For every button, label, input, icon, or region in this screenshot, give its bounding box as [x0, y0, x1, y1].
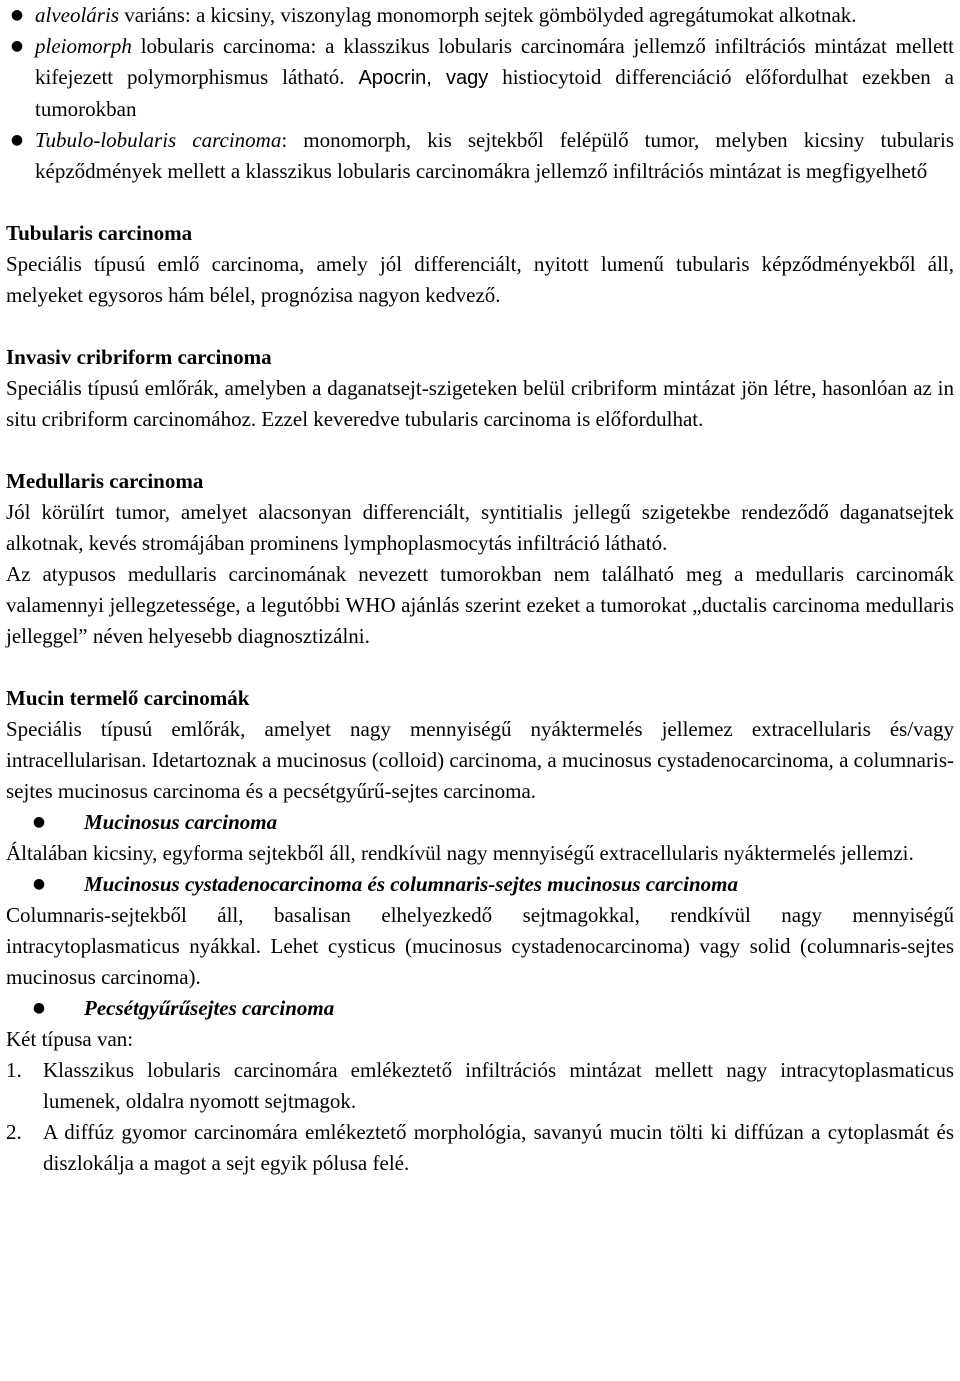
- lobular-variants-list: [6, 0, 954, 187]
- list-item: [6, 0, 954, 31]
- variant-description-extra: Apocrin, vagy: [358, 67, 489, 89]
- subsection-title: Mucinosus carcinoma: [84, 810, 278, 834]
- bullet-dot-icon: ●: [10, 7, 24, 23]
- section-body-tubularis: Speciális típusú emlő carcinoma, amely jól differenciált, nyitott lumenű tubularis képződményekből áll, melyeket egysoros hám bélel, prognózisa nagyon kedvező.: [6, 252, 954, 307]
- subsection-heading-cystadenocarcinoma: [6, 869, 954, 900]
- variant-term: Tubulo-lobularis carcinoma: [35, 128, 282, 152]
- variant-description: : monomorph, kis sejtekből felépülő tumor, melyben kicsiny tubularis képződmények mellett a klasszikus lobularis carcinomákra jellemző infiltrációs mintázat is megfigyelhető: [35, 128, 954, 183]
- list-item-text: A diffúz gyomor carcinomára emlékeztető morphológia, savanyú mucin tölti ki diffúzan a cytoplasmát és diszlokálja a magot a sejt egyik pólusa felé.: [43, 1120, 954, 1175]
- list-item: [6, 125, 954, 187]
- section-body-medullaris: Jól körülírt tumor, amelyet alacsonyan differenciált, syntitialis jellegű szigetekbe rendeződő daganatsejtek alkotnak, kevés stromájában prominens lymphoplasmocytás infiltráció látható.: [6, 500, 954, 555]
- subsection-body-signet-ring: Két típusa van:: [6, 1027, 134, 1051]
- list-item: [6, 31, 954, 125]
- section-heading-tubularis: Tubularis carcinoma: [6, 221, 193, 245]
- subsection-title: Mucinosus cystadenocarcinoma és columnaris-sejtes mucinosus carcinoma: [84, 872, 738, 896]
- bullet-dot-icon: ●: [32, 876, 46, 892]
- subsection-heading-mucinosus: [6, 807, 954, 838]
- signet-ring-types-list: [6, 1055, 954, 1179]
- subsection-body-mucinosus: Általában kicsiny, egyforma sejtekből áll, rendkívül nagy mennyiségű extracellularis nyáktermelés jellemzi.: [6, 841, 914, 865]
- bullet-dot-icon: ●: [32, 1000, 46, 1016]
- section-body-cribriform: Speciális típusú emlőrák, amelyben a daganatsejt-szigeteken belül cribriform mintázat jön létre, hasonlóan az in situ cribriform carcinomához. Ezzel keveredve tubularis carcinoma is előfordulhat.: [6, 376, 954, 431]
- variant-description: lobularis carcinoma: a klasszikus lobularis carcinomára jellemző infiltrációs mintázat mellett kifejezett polymorphismus látható.: [35, 34, 954, 89]
- section-heading-cribriform: Invasiv cribriform carcinoma: [6, 345, 272, 369]
- variant-description: variáns: a kicsiny, viszonylag monomorph sejtek gömbölyded agregátumokat alkotnak.: [119, 3, 857, 27]
- bullet-dot-icon: ●: [32, 814, 46, 830]
- subsection-body-cystadenocarcinoma: Columnaris-sejtekből áll, basalisan elhelyezkedő sejtmagokkal, rendkívül nagy mennyiségű intracytoplasmaticus nyákkal. Lehet cysticus (mucinosus cystadenocarcinoma) vagy solid (columnaris-sejtes mucinosus carcinoma).: [6, 903, 954, 989]
- section-heading-medullaris: Medullaris carcinoma: [6, 469, 204, 493]
- variant-description-tail: histiocytoid differenciáció előfordulhat ezekben a tumorokban: [35, 65, 955, 121]
- section-body-mucin: Speciális típusú emlőrák, amelyet nagy mennyiségű nyáktermelés jellemez extracellularis és/vagy intracellularisan. Idetartoznak a mucinosus (colloid) carcinoma, a mucinosus cystadenocarcinoma, a columnaris-sejtes mucinosus carcinoma és a pecsétgyűrű-sejtes carcinoma.: [6, 717, 954, 803]
- variant-term: pleiomorph: [35, 34, 132, 58]
- section-body-medullaris-atypical: Az atypusos medullaris carcinomának nevezett tumorokban nem található meg a medullaris carcinomák valamennyi jellegzetessége, a legutóbbi WHO ajánlás szerint ezeket a tumorokat „ductalis carcinoma medullaris jelleggel” néven helyesebb diagnosztizálni.: [6, 562, 954, 648]
- subsection-title: Pecsétgyűrűsejtes carcinoma: [84, 996, 335, 1020]
- variant-term: alveoláris: [35, 3, 119, 27]
- list-number: 1.: [6, 1058, 22, 1082]
- list-item-text: Klasszikus lobularis carcinomára emlékeztető infiltrációs mintázat mellett nagy intracytoplasmaticus lumenek, oldalra nyomott sejtmagok.: [43, 1058, 954, 1113]
- bullet-dot-icon: ●: [10, 38, 24, 54]
- bullet-dot-icon: ●: [10, 132, 24, 148]
- list-item: [6, 1055, 954, 1117]
- list-number: 2.: [6, 1120, 22, 1144]
- section-heading-mucin: Mucin termelő carcinomák: [6, 686, 250, 710]
- list-item: [6, 1117, 954, 1179]
- subsection-heading-signet-ring: [6, 993, 954, 1024]
